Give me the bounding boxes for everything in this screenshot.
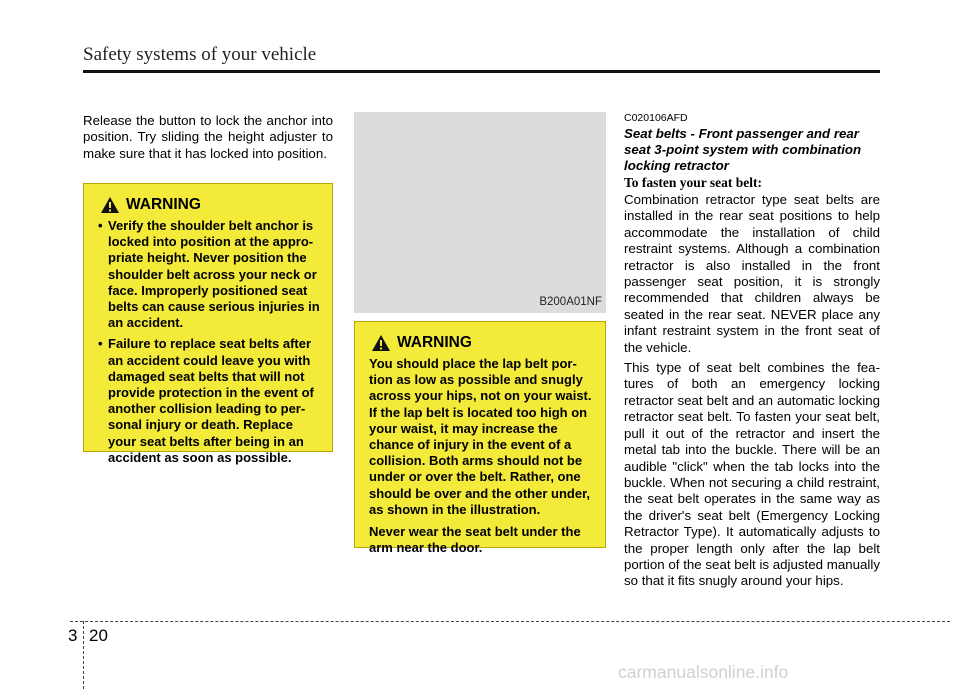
warning-bullet (98, 218, 322, 331)
watermark: carmanualsonline.info (618, 662, 789, 682)
warning-header (371, 334, 595, 352)
warning-bullet (98, 336, 322, 466)
page-header-title: Safety systems of your vehicle (83, 44, 317, 65)
footer-divider (83, 621, 84, 689)
bullet-dot: • (98, 336, 103, 352)
warning-triangle-icon (371, 334, 391, 352)
body-text (624, 192, 880, 594)
warning-bullet-text: Failure to replace seat belts after an accident could leave you with damaged seat belts that will not provide protection in the event of another collision leading to personal injury or death. Replace your seat belts after being in an accident as soon as possible. (108, 336, 314, 465)
page-number: 20 (89, 626, 108, 645)
section-title: Seat belts - Front passenger and rear seat 3-point system with combination locking retractor (624, 126, 862, 173)
footer-rule (70, 621, 950, 622)
warning-box-middle (354, 321, 606, 556)
warning-paragraph: You should place the lap belt portion as low as possible and snugly across your hips, not on your waist. If the lap belt is located too high on your waist, it may increase the chance of injury in the event of a collision. Both arms should not be under or over the belt. Rather, one should be over and the other under, as shown in the illustration. (369, 356, 592, 517)
body-paragraph: Combination retractor type seat belts are installed in the rear seat positions to help accommodate the installation of child restraint systems. Although a combination retractor is also installed in the front passenger seat position, it is strongly recommended that children always be seated in the rear seat. NEVER place any infant restraint system in the front seat of the vehicle. (624, 192, 880, 355)
figure-code: B200A01NF (539, 296, 602, 308)
section-code: C020106AFD (624, 112, 688, 124)
intro-paragraph: Release the button to lock the anchor into position. Try sliding the height adjuster to make sure that it has locked into position. (83, 113, 333, 161)
header-rule (83, 70, 880, 73)
bullet-dot: • (98, 218, 103, 233)
illustration-placeholder (354, 112, 606, 313)
body-paragraph: This type of seat belt combines the features of both an emergency locking retractor seat belt and an automatic locking retractor seat belt. To fasten your seat belt, pull it out of the retractor and insert the metal tab into the buckle. There will be an audible "click" when the tab locks into the buckle. When not securing a child restraint, the seat belt operates in the same way as the driver's seat belt (Emergency Locking Retractor Type). It automatically adjusts to the proper length only after the lap belt portion of the seat belt is adjusted manually so that it fits snugly around your hips. (624, 360, 880, 589)
warning-paragraph: Never wear the seat belt under the arm near the door. (369, 524, 581, 556)
warning-title: WARNING (126, 195, 201, 213)
warning-header (100, 196, 322, 214)
warning-triangle-icon (100, 196, 120, 214)
warning-title: WARNING (397, 333, 472, 351)
chapter-number: 3 (68, 626, 78, 645)
warning-bullet-text: Verify the shoulder belt anchor is locked into position at the appropriate height. Never position the shoulder belt across your neck or face. Improperly positioned seat belts can cause serious injuries in an accident. (108, 218, 320, 331)
warning-box-left (83, 183, 333, 465)
sub-heading: To fasten your seat belt: (624, 175, 762, 190)
